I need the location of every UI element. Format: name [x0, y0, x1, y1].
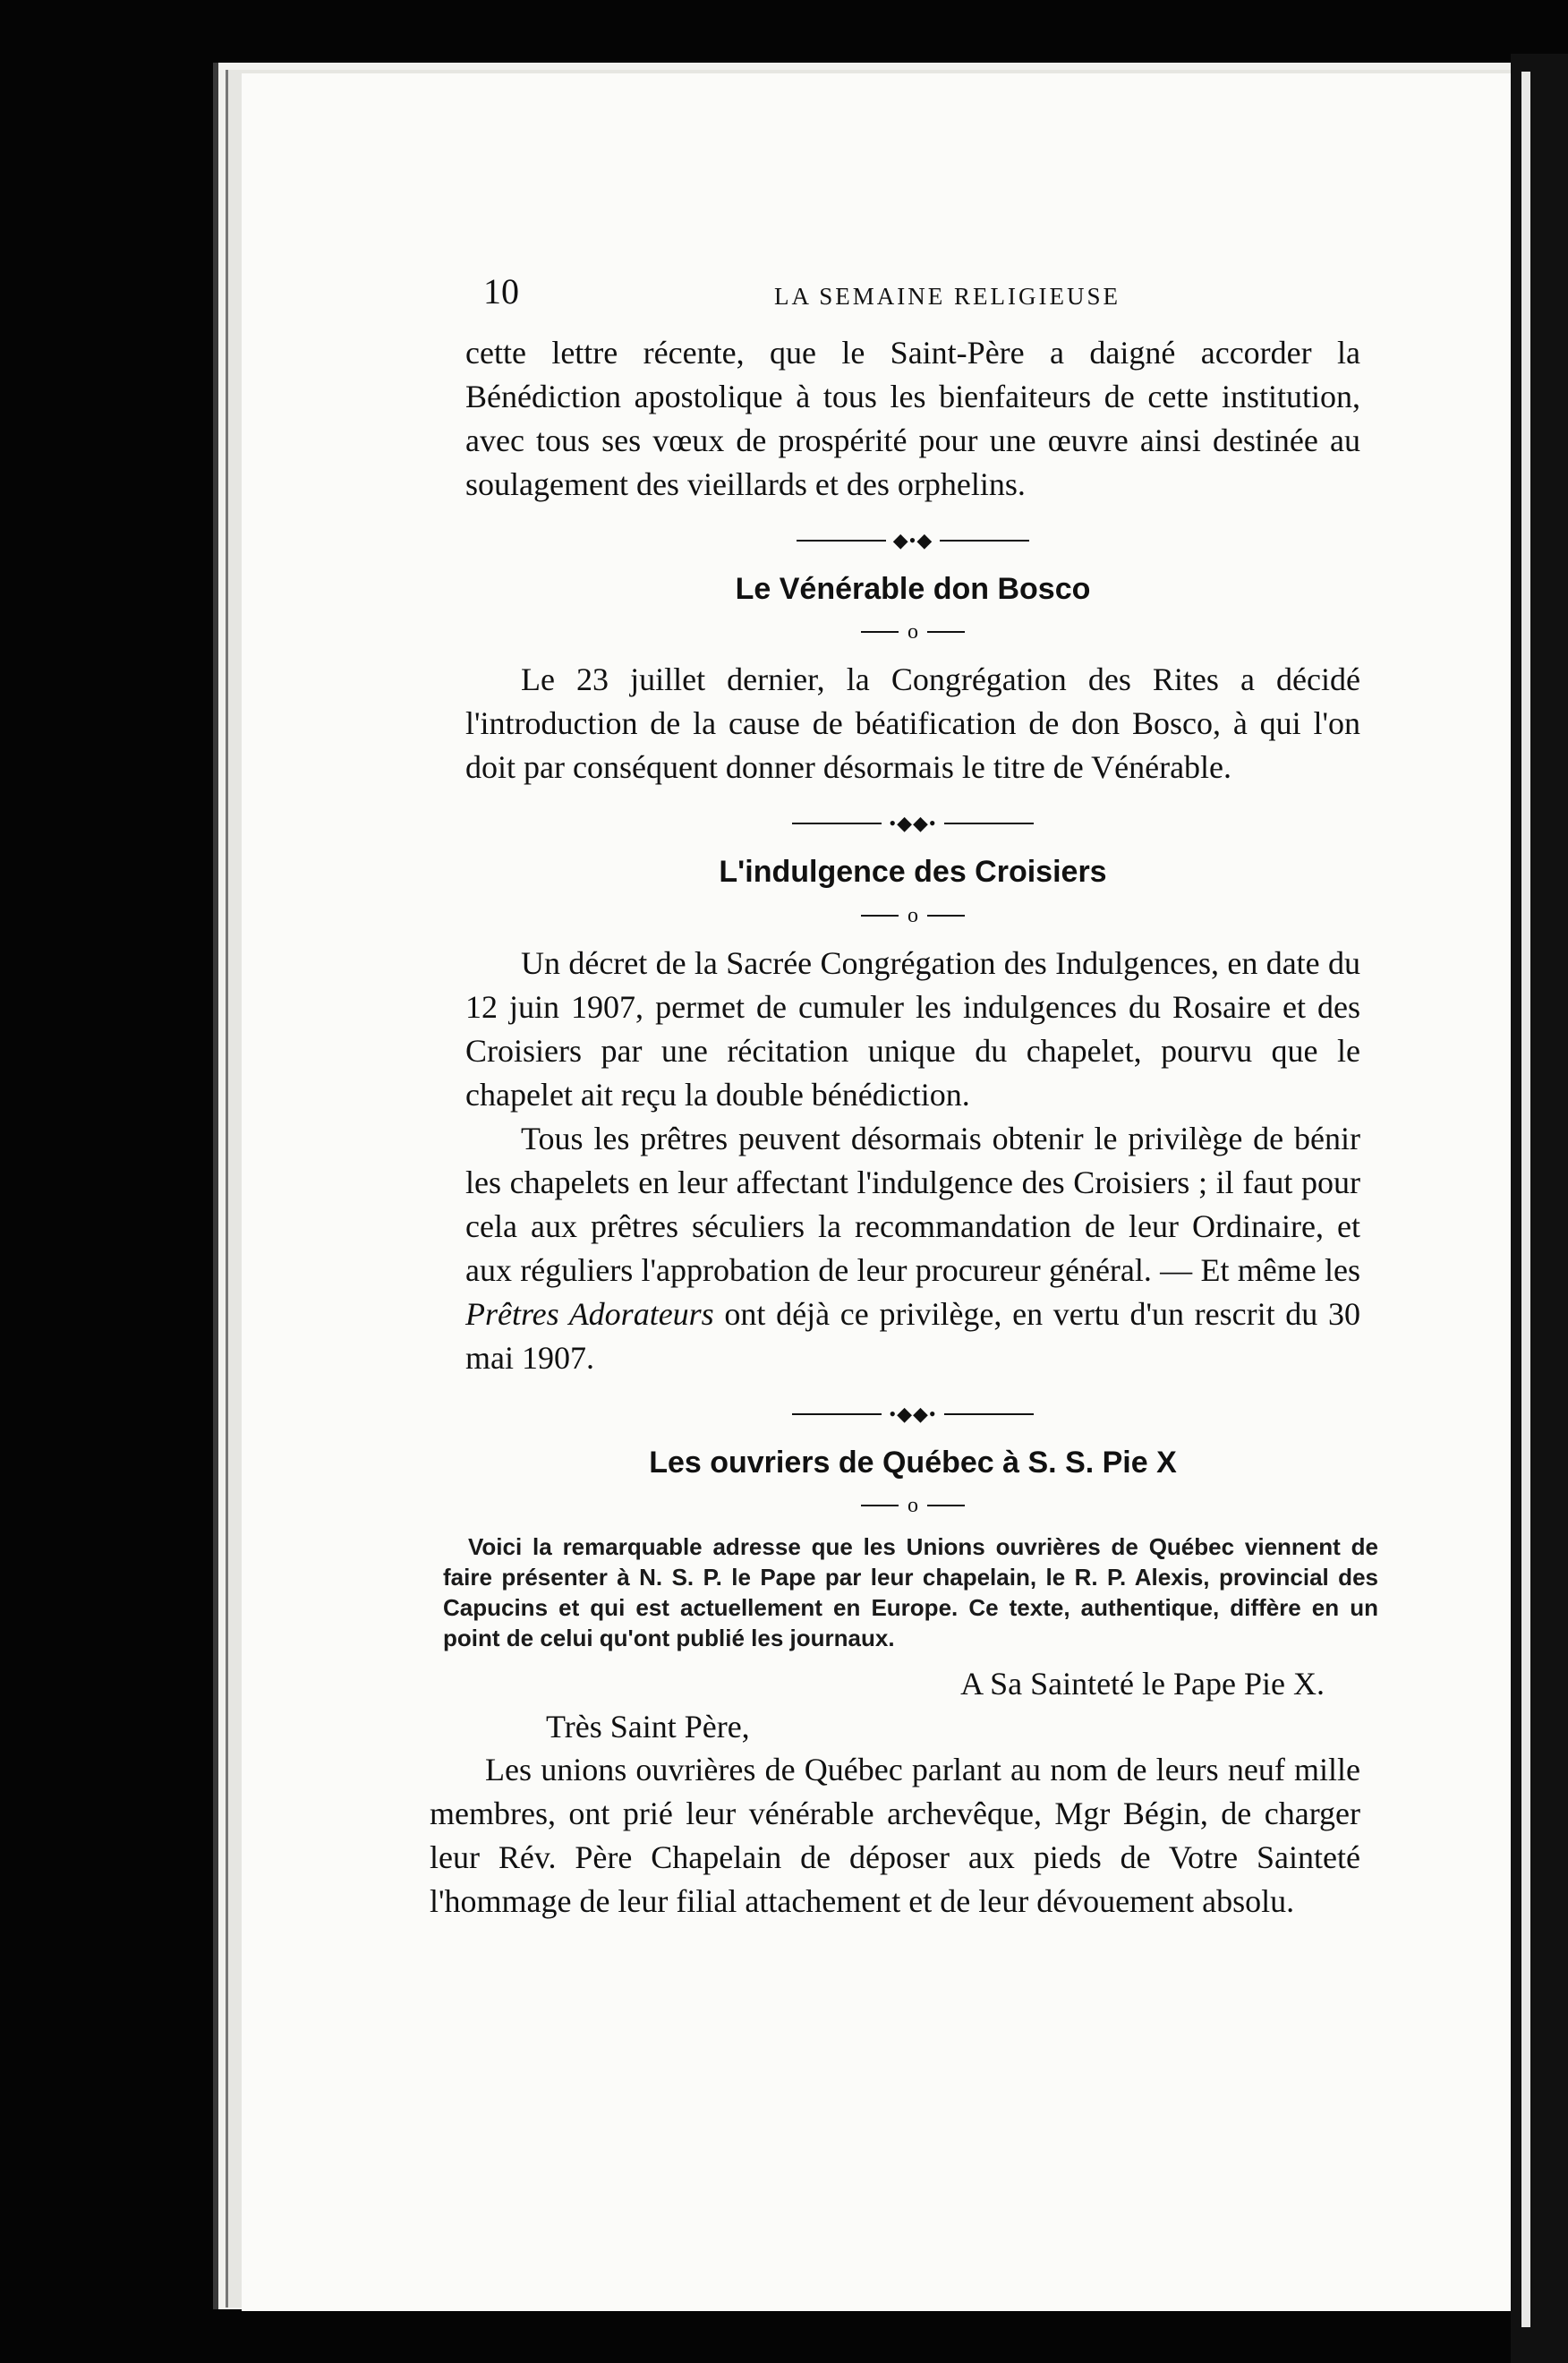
- croisiers-paragraph-2: Tous les prêtres peuvent désormais obtenir le privilège de bénir les chapelets en leur affectant l'indulgence des Croisiers ; il faut pour cela aux prêtres séculiers la recommandation de leur Ordinaire, et aux réguliers l'approbation de leur procureur général. — Et même les Prêtres Adorateurs ont déjà ce privilège, en vertu d'un rescrit du 30 mai 1907.: [465, 1120, 1361, 1376]
- section-title-ouvriers: Les ouvriers de Québec à S. S. Pie X: [649, 1445, 1177, 1480]
- don-bosco-paragraph: Le 23 juillet dernier, la Congrégation des Rites a décidé l'introduction de la cause de béatification de don Bosco, à qui l'on doit par conséquent donner désormais le titre de Vénérable.: [465, 661, 1360, 786]
- right-page-edge: [1521, 72, 1530, 2327]
- page-content: [430, 260, 1378, 1924]
- running-head: [465, 260, 1360, 313]
- section-ornament: •◆◆•: [465, 1402, 1360, 1425]
- running-title: LA SEMAINE RELIGIEUSE: [774, 283, 1121, 310]
- letter-address: A Sa Sainteté le Pape Pie X.: [960, 1666, 1325, 1702]
- section-separator: o: [465, 902, 1360, 926]
- section-ornament: •◆◆•: [465, 811, 1360, 834]
- page-number: 10: [483, 271, 519, 311]
- pretres-adorateurs: Prêtres Adorateurs: [465, 1295, 714, 1332]
- section-separator: o: [465, 619, 1360, 644]
- section-title-don-bosco: Le Vénérable don Bosco: [735, 571, 1091, 606]
- letter-body: Les unions ouvrières de Québec parlant au nom de leurs neuf mille membres, ont prié leur vénérable archevêque, Mgr Bégin, de charger leur Rév. Père Chapelain de déposer aux pieds de Votre Sainteté l'hommage de leur filial attachement et de leur dévouement absolu.: [430, 1752, 1360, 1920]
- section-separator: o: [465, 1493, 1360, 1517]
- section-title-croisiers: L'indulgence des Croisiers: [719, 855, 1107, 890]
- section-ornament: ◆•◆: [465, 528, 1360, 551]
- letter-salutation: Très Saint Père,: [546, 1709, 750, 1745]
- intro-paragraph: cette lettre récente, que le Saint-Père a daigné accorder la Bénédiction apostolique à tous les bienfaiteurs de cette institution, avec tous ses vœux de prospérité pour une œuvre ainsi destinée au soulagement des vieillards et des orphelins.: [465, 335, 1360, 502]
- editorial-note: Voici la remarquable adresse que les Unions ouvrières de Québec viennent de faire présenter à N. S. P. le Pape par leur chapelain, le R. P. Alexis, provincial des Capucins et qui est actuellement en Europe. Ce texte, authentique, diffère en un point de celui qu'ont publié les journaux.: [443, 1533, 1378, 1652]
- right-scan-edge: [1511, 54, 1568, 2363]
- croisiers-paragraph-1: Un décret de la Sacrée Congrégation des Indulgences, en date du 12 juin 1907, permet de cumuler les indulgences du Rosaire et des Croisiers par une récitation unique du chapelet, pourvu que le chapelet ait reçu la double bénédiction.: [465, 944, 1360, 1113]
